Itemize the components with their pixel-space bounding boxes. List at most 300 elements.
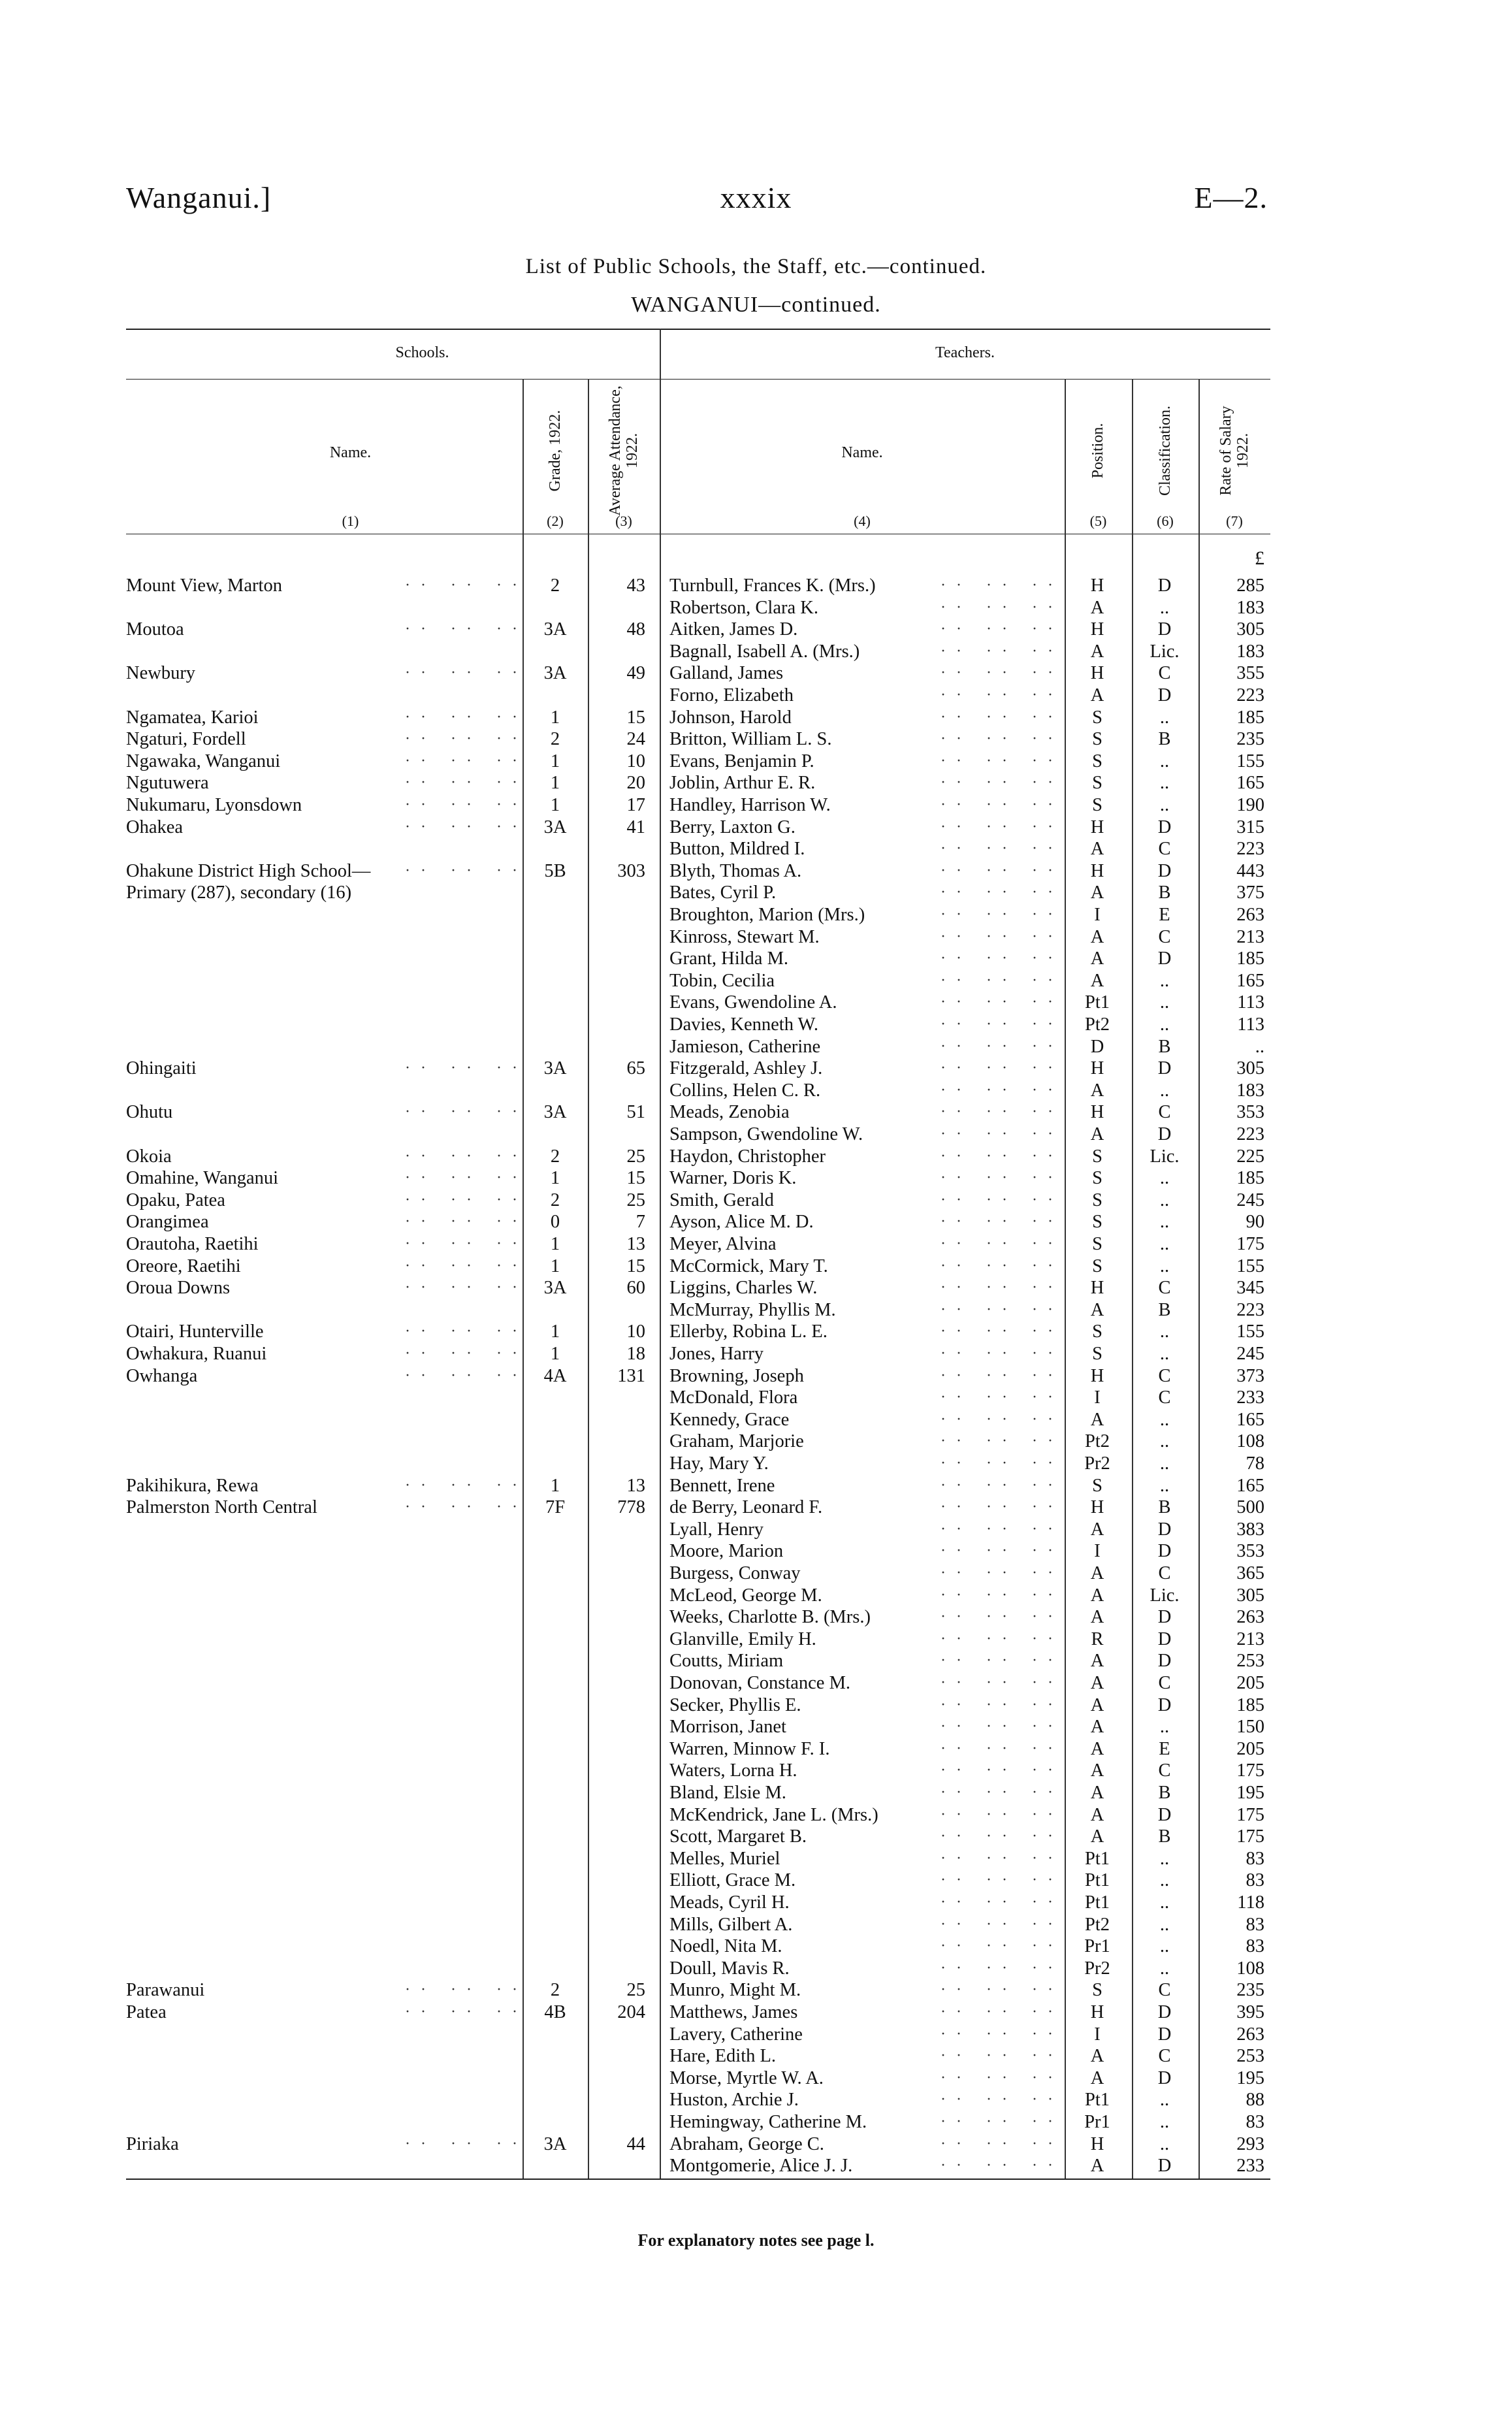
leader-dots: ·· ·· ··	[941, 1433, 1063, 1450]
leader-dots: ·· ·· ··	[941, 1455, 1063, 1472]
classification-cell: ..	[1159, 1409, 1170, 1430]
salary-cell: 285	[1236, 575, 1264, 596]
table-row	[0, 685, 1512, 707]
school-leader-dots: ·· ·· ··	[405, 621, 528, 638]
teacher-name: Burgess, Conway	[669, 1563, 801, 1583]
attendance-cell: 25	[626, 1190, 645, 1210]
leader-dots: ·· ·· ··	[941, 1410, 1063, 1428]
teacher-name: Donovan, Constance M.	[669, 1673, 851, 1693]
table-row	[0, 1936, 1512, 1958]
leader-dots: ·· ·· ··	[941, 577, 1063, 594]
teacher-name: Joblin, Arthur E. R.	[669, 773, 816, 794]
salary-cell: 183	[1236, 597, 1264, 618]
school-name: Primary (287), secondary (16)	[126, 883, 352, 903]
position-cell: I	[1094, 1387, 1101, 1408]
grade-cell: 5B	[544, 860, 566, 881]
teacher-name: McDonald, Flora	[669, 1387, 798, 1408]
teacher-name: Handley, Harrison W.	[669, 795, 831, 815]
school-leader-dots: ·· ·· ··	[405, 1367, 528, 1384]
classification-cell: ..	[1159, 707, 1170, 728]
leader-dots: ·· ·· ··	[941, 730, 1063, 748]
position-cell: A	[1090, 1673, 1104, 1693]
school-name: Ngaturi, Fordell	[126, 729, 246, 750]
leader-dots: ·· ·· ··	[941, 1894, 1063, 1911]
teacher-name: Lyall, Henry	[669, 1519, 764, 1540]
position-cell: Pt2	[1084, 1014, 1110, 1035]
salary-cell: 113	[1237, 1014, 1264, 1035]
salary-cell: 150	[1236, 1717, 1264, 1738]
position-cell: S	[1092, 1475, 1102, 1496]
table-row	[0, 1760, 1512, 1782]
table-row	[0, 1782, 1512, 1804]
teachers-group-heading: Teachers.	[935, 344, 995, 361]
school-leader-dots: ·· ·· ··	[405, 1981, 528, 1999]
classification-cell: E	[1159, 905, 1170, 925]
teacher-name: Jamieson, Catherine	[669, 1036, 821, 1057]
teacher-name: Ayson, Alice M. D.	[669, 1212, 814, 1233]
table-row	[0, 1124, 1512, 1146]
school-leader-dots: ·· ·· ··	[405, 818, 528, 835]
leader-dots: ·· ·· ··	[941, 1586, 1063, 1604]
salary-cell: 205	[1236, 1738, 1264, 1759]
salary-cell: 83	[1246, 1848, 1264, 1869]
table-row	[0, 1672, 1512, 1694]
leader-dots: ·· ·· ··	[941, 2135, 1063, 2152]
school-name: Ohakune District High School—	[126, 860, 371, 881]
teacher-name: Mills, Gilbert A.	[669, 1914, 793, 1935]
teacher-name: Broughton, Marion (Mrs.)	[669, 905, 865, 925]
salary-cell: 155	[1236, 751, 1264, 771]
position-cell: S	[1092, 1234, 1102, 1254]
school-leader-dots: ·· ·· ··	[405, 1213, 528, 1231]
leader-dots: ·· ·· ··	[941, 1016, 1063, 1033]
school-name: Ngutuwera	[126, 773, 209, 794]
grade-cell: 3A	[543, 817, 567, 837]
salary-cell: 185	[1236, 1168, 1264, 1189]
classification-cell: C	[1158, 2046, 1171, 2067]
position-cell: S	[1092, 1190, 1102, 1210]
teacher-name: Glanville, Emily H.	[669, 1628, 816, 1649]
position-cell: I	[1094, 1541, 1101, 1562]
teacher-name: Meyer, Alvina	[669, 1234, 777, 1254]
grade-cell: 3A	[543, 1278, 567, 1299]
salary-cell: 165	[1236, 1409, 1264, 1430]
position-cell: S	[1092, 1980, 1102, 2001]
classification-cell: B	[1158, 883, 1171, 903]
position-cell: D	[1090, 1036, 1104, 1057]
school-leader-dots: ·· ·· ··	[405, 1257, 528, 1274]
position-cell: H	[1090, 663, 1104, 684]
leader-dots: ·· ·· ··	[941, 1060, 1063, 1077]
attendance-cell: 10	[626, 751, 645, 771]
salary-cell: 235	[1236, 729, 1264, 750]
table-row	[0, 1387, 1512, 1409]
salary-cell: 315	[1236, 817, 1264, 837]
classification-cell: C	[1158, 1102, 1171, 1123]
table-row	[0, 2001, 1512, 2024]
table-row	[0, 817, 1512, 839]
salary-cell: 108	[1236, 1431, 1264, 1452]
teacher-name: Abraham, George C.	[669, 2133, 824, 2154]
attendance-cell: 65	[626, 1058, 645, 1079]
table-row	[0, 1892, 1512, 1914]
classification-cell: D	[1157, 619, 1172, 640]
classification-cell: D	[1157, 1651, 1172, 1672]
leader-dots: ·· ·· ··	[941, 687, 1063, 704]
teacher-name: Evans, Benjamin P.	[669, 751, 814, 771]
teacher-name: Button, Mildred I.	[669, 839, 805, 860]
leader-dots: ·· ·· ··	[941, 1915, 1063, 1933]
table-row	[0, 904, 1512, 926]
attendance-cell: 15	[626, 707, 645, 728]
leader-dots: ·· ·· ··	[941, 1213, 1063, 1231]
classification-cell: ..	[1159, 1168, 1170, 1189]
teacher-name-heading: Name.	[841, 444, 883, 461]
classification-cell: C	[1158, 1387, 1171, 1408]
table-row	[0, 1080, 1512, 1102]
school-leader-dots: ·· ·· ··	[405, 577, 528, 594]
position-cell: Pt1	[1084, 1870, 1110, 1891]
classification-cell: B	[1158, 1497, 1171, 1518]
footnote: For explanatory notes see page l.	[637, 2231, 875, 2250]
attendance-cell: 204	[617, 2002, 645, 2022]
position-cell: A	[1090, 1783, 1104, 1803]
table-row	[0, 1453, 1512, 1475]
position-cell: H	[1090, 1058, 1104, 1079]
position-cell: Pt2	[1084, 1431, 1110, 1452]
attendance-cell: 20	[626, 773, 645, 794]
attendance-cell: 51	[626, 1102, 645, 1123]
attendance-cell: 13	[626, 1234, 645, 1254]
table-row	[0, 1167, 1512, 1190]
position-cell: S	[1092, 773, 1102, 794]
school-name: Orangimea	[126, 1212, 209, 1233]
attendance-cell: 49	[626, 663, 645, 684]
leader-dots: ·· ·· ··	[941, 906, 1063, 923]
leader-dots: ·· ·· ··	[941, 1126, 1063, 1142]
school-name: Ngamatea, Karioi	[126, 707, 259, 728]
table-row	[0, 1475, 1512, 1497]
salary-cell: 213	[1236, 1628, 1264, 1649]
salary-cell: 185	[1236, 707, 1264, 728]
salary-cell: 165	[1236, 970, 1264, 991]
teacher-name: Collins, Helen C. R.	[669, 1080, 821, 1101]
position-cell: Pt1	[1084, 992, 1110, 1013]
salary-cell: 305	[1236, 1058, 1264, 1079]
leader-dots: ·· ·· ··	[941, 1674, 1063, 1691]
grade-cell: 1	[550, 773, 560, 794]
salary-cell: 195	[1236, 1783, 1264, 1803]
teacher-name: Ellerby, Robina L. E.	[669, 1321, 828, 1342]
position-cell: Pr1	[1084, 1936, 1110, 1957]
leader-dots: ·· ·· ··	[941, 752, 1063, 770]
grade-cell: 3A	[543, 1058, 567, 1079]
column-number: (1)	[342, 513, 359, 529]
attendance-cell: 10	[626, 1321, 645, 1342]
position-cell: A	[1090, 926, 1104, 947]
teacher-name: McMurray, Phyllis M.	[669, 1299, 836, 1320]
salary-cell: 253	[1236, 2046, 1264, 2067]
classification-cell: C	[1158, 839, 1171, 860]
grade-cell: 2	[550, 575, 560, 596]
teacher-name: Blyth, Thomas A.	[669, 860, 802, 881]
leader-dots: ·· ·· ··	[941, 1103, 1063, 1121]
teacher-name: Lavery, Catherine	[669, 2024, 803, 2045]
leader-dots: ·· ·· ··	[941, 1476, 1063, 1494]
leader-dots: ·· ·· ··	[941, 928, 1063, 945]
leader-dots: ·· ·· ··	[941, 1762, 1063, 1779]
salary-cell: 190	[1236, 795, 1264, 815]
salary-cell: 233	[1236, 1387, 1264, 1408]
teacher-name: Elliott, Grace M.	[669, 1870, 796, 1891]
grade-cell: 4A	[543, 1365, 567, 1386]
salary-cell: 263	[1236, 1607, 1264, 1628]
school-name: Nukumaru, Lyonsdown	[126, 795, 302, 815]
classification-cell: C	[1158, 926, 1171, 947]
teacher-name: Waters, Lorna H.	[669, 1760, 797, 1781]
teacher-name: Noedl, Nita M.	[669, 1936, 782, 1957]
school-name: Oreore, Raetihi	[126, 1256, 241, 1276]
table-row	[0, 1694, 1512, 1717]
salary-cell: 305	[1236, 1585, 1264, 1606]
table-row	[0, 1321, 1512, 1343]
classification-cell: D	[1157, 2156, 1172, 2177]
classification-cell: ..	[1159, 1190, 1170, 1210]
position-cell: A	[1090, 1738, 1104, 1759]
leader-dots: ·· ·· ··	[941, 971, 1063, 989]
school-name: Pakihikura, Rewa	[126, 1475, 259, 1496]
leader-dots: ·· ·· ··	[941, 2025, 1063, 2043]
salary-cell: 83	[1246, 2112, 1264, 2132]
salary-cell: 165	[1236, 773, 1264, 794]
school-leader-dots: ·· ·· ··	[405, 1476, 528, 1494]
leader-dots: ·· ·· ··	[941, 1279, 1063, 1297]
salary-cell: 183	[1236, 1080, 1264, 1101]
leader-dots: ·· ·· ··	[941, 1345, 1063, 1362]
column-number: (2)	[547, 513, 564, 529]
salary-cell: 375	[1236, 883, 1264, 903]
teacher-name: Meads, Zenobia	[669, 1102, 790, 1123]
school-name: Mount View, Marton	[126, 575, 282, 596]
table-row	[0, 1519, 1512, 1541]
position-cell: R	[1091, 1628, 1104, 1649]
leader-dots: ·· ·· ··	[941, 950, 1063, 967]
leader-dots: ·· ·· ··	[941, 1367, 1063, 1384]
salary-cell: 155	[1236, 1256, 1264, 1276]
leader-dots: ·· ·· ··	[941, 2047, 1063, 2065]
classification-cell: ..	[1159, 1453, 1170, 1474]
district-subtitle: WANGANUI—continued.	[631, 293, 881, 317]
table-row	[0, 1365, 1512, 1387]
currency-symbol: £	[1255, 547, 1264, 569]
leader-dots: ·· ·· ··	[941, 774, 1063, 792]
leader-dots: ·· ·· ··	[941, 1718, 1063, 1736]
classification-cell: D	[1157, 817, 1172, 837]
classification-cell: ..	[1159, 1234, 1170, 1254]
position-cell: A	[1090, 1826, 1104, 1847]
grade-cell: 2	[550, 1146, 560, 1167]
teacher-name: Galland, James	[669, 663, 784, 684]
classification-cell: ..	[1159, 1256, 1170, 1276]
position-cell: S	[1092, 1168, 1102, 1189]
position-cell: A	[1090, 685, 1104, 705]
position-cell: S	[1092, 707, 1102, 728]
classification-cell: D	[1157, 2024, 1172, 2045]
table-row	[0, 2133, 1512, 2156]
school-leader-dots: ·· ·· ··	[405, 2003, 528, 2020]
grade-cell: 1	[550, 1168, 560, 1189]
position-cell: Pr1	[1084, 2112, 1110, 2132]
salary-cell: ..	[1255, 1036, 1264, 1057]
position-cell: H	[1090, 860, 1104, 881]
teacher-name: Turnbull, Frances K. (Mrs.)	[669, 575, 876, 596]
grade-cell: 2	[550, 1190, 560, 1210]
leader-dots: ·· ·· ··	[941, 1235, 1063, 1252]
salary-cell: 353	[1236, 1102, 1264, 1123]
leader-dots: ·· ·· ··	[941, 1937, 1063, 1955]
table-row	[0, 1738, 1512, 1760]
classification-cell: D	[1157, 2067, 1172, 2088]
position-cell: A	[1090, 1124, 1104, 1144]
grade-cell: 1	[550, 795, 560, 815]
attendance-cell: 18	[626, 1344, 645, 1364]
position-heading: Position.	[1089, 423, 1106, 479]
schools-group-heading: Schools.	[395, 344, 449, 361]
school-leader-dots: ·· ·· ··	[405, 1235, 528, 1252]
grade-cell: 3A	[543, 1102, 567, 1123]
report-code: E—2.	[1194, 181, 1268, 214]
salary-cell: 90	[1246, 1212, 1264, 1233]
leader-dots: ·· ·· ··	[941, 884, 1063, 901]
salary-cell: 83	[1246, 1914, 1264, 1935]
table-row	[0, 1146, 1512, 1168]
leader-dots: ·· ·· ··	[941, 621, 1063, 638]
school-name: Omahine, Wanganui	[126, 1168, 279, 1189]
table-row	[0, 1804, 1512, 1826]
salary-cell: 175	[1236, 1826, 1264, 1847]
position-cell: A	[1090, 1760, 1104, 1781]
school-leader-dots: ·· ·· ··	[405, 1345, 528, 1362]
position-cell: A	[1090, 1607, 1104, 1628]
teacher-name: Berry, Laxton G.	[669, 817, 796, 837]
position-cell: H	[1090, 817, 1104, 837]
table-bottom-rule	[126, 2179, 1270, 2180]
classification-cell: D	[1157, 1694, 1172, 1715]
position-cell: A	[1090, 970, 1104, 991]
classification-cell: D	[1157, 948, 1172, 969]
salary-cell: 345	[1236, 1278, 1264, 1299]
grade-cell: 3A	[543, 2133, 567, 2154]
table-row	[0, 1058, 1512, 1080]
position-cell: A	[1090, 948, 1104, 969]
position-cell: S	[1092, 1212, 1102, 1233]
teacher-name: Sampson, Gwendoline W.	[669, 1124, 863, 1144]
classification-cell: ..	[1159, 2090, 1170, 2111]
teacher-name: Morrison, Janet	[669, 1717, 786, 1738]
leader-dots: ·· ·· ··	[941, 1542, 1063, 1560]
teacher-name: Robertson, Clara K.	[669, 597, 818, 618]
table-row	[0, 1628, 1512, 1651]
school-leader-dots: ·· ·· ··	[405, 708, 528, 726]
position-cell: A	[1090, 1804, 1104, 1825]
table-row	[0, 597, 1512, 619]
school-leader-dots: ·· ·· ··	[405, 774, 528, 792]
salary-cell: 118	[1237, 1892, 1264, 1913]
table-row	[0, 1958, 1512, 1980]
grade-heading: Grade, 1922.	[547, 410, 564, 492]
classification-cell: D	[1157, 1607, 1172, 1628]
classification-cell: ..	[1159, 1936, 1170, 1957]
leader-dots: ·· ·· ··	[941, 1871, 1063, 1889]
table-row	[0, 1190, 1512, 1212]
column-number: (6)	[1157, 513, 1174, 529]
teacher-name: Hemingway, Catherine M.	[669, 2112, 867, 2132]
position-cell: H	[1090, 1497, 1104, 1518]
school-name: Newbury	[126, 663, 196, 684]
classification-cell: C	[1158, 1760, 1171, 1781]
salary-cell: 185	[1236, 948, 1264, 969]
teacher-name: Jones, Harry	[669, 1344, 764, 1364]
teacher-name: Davies, Kenneth W.	[669, 1014, 818, 1035]
classification-cell: ..	[1159, 1014, 1170, 1035]
grade-cell: 1	[550, 1321, 560, 1342]
position-cell: S	[1092, 751, 1102, 771]
attendance-cell: 13	[626, 1475, 645, 1496]
table-row	[0, 970, 1512, 992]
classification-cell: C	[1158, 1563, 1171, 1583]
leader-dots: ·· ·· ··	[941, 2091, 1063, 2109]
school-leader-dots: ·· ·· ··	[405, 1279, 528, 1297]
salary-cell: 83	[1246, 1870, 1264, 1891]
salary-cell: 263	[1236, 905, 1264, 925]
position-cell: A	[1090, 1080, 1104, 1101]
grade-cell: 1	[550, 1475, 560, 1496]
attendance-cell: 48	[626, 619, 645, 640]
leader-dots: ·· ·· ··	[941, 1081, 1063, 1099]
school-leader-dots: ·· ·· ··	[405, 862, 528, 879]
page-number: xxxix	[720, 181, 792, 214]
table-row	[0, 1606, 1512, 1628]
column-number: (5)	[1089, 513, 1107, 529]
grade-cell: 1	[550, 1234, 560, 1254]
leader-dots: ·· ·· ··	[941, 1981, 1063, 1999]
classification-cell: D	[1157, 1124, 1172, 1144]
teacher-name: Doull, Mavis R.	[669, 1958, 790, 1979]
salary-cell: 263	[1236, 2024, 1264, 2045]
table-row	[0, 926, 1512, 948]
position-cell: A	[1090, 641, 1104, 662]
leader-dots: ·· ·· ··	[941, 1257, 1063, 1274]
table-row	[0, 1563, 1512, 1585]
teacher-name: Warner, Doris K.	[669, 1168, 797, 1189]
table-row	[0, 707, 1512, 729]
position-cell: S	[1092, 795, 1102, 815]
teacher-name: Bennett, Irene	[669, 1475, 775, 1496]
grade-cell: 4B	[544, 2002, 566, 2022]
teacher-name: McCormick, Mary T.	[669, 1256, 828, 1276]
grade-cell: 1	[550, 1344, 560, 1364]
classification-cell: Lic.	[1150, 1146, 1180, 1167]
table-row	[0, 1233, 1512, 1256]
teacher-name: Montgomerie, Alice J. J.	[669, 2156, 853, 2177]
teacher-name: Evans, Gwendoline A.	[669, 992, 837, 1013]
classification-cell: Lic.	[1150, 1585, 1180, 1606]
salary-cell: 183	[1236, 641, 1264, 662]
leader-dots: ·· ·· ··	[941, 1849, 1063, 1867]
school-name: Ohakea	[126, 817, 184, 837]
school-name: Opaku, Patea	[126, 1190, 225, 1210]
classification-cell: B	[1158, 1036, 1171, 1057]
